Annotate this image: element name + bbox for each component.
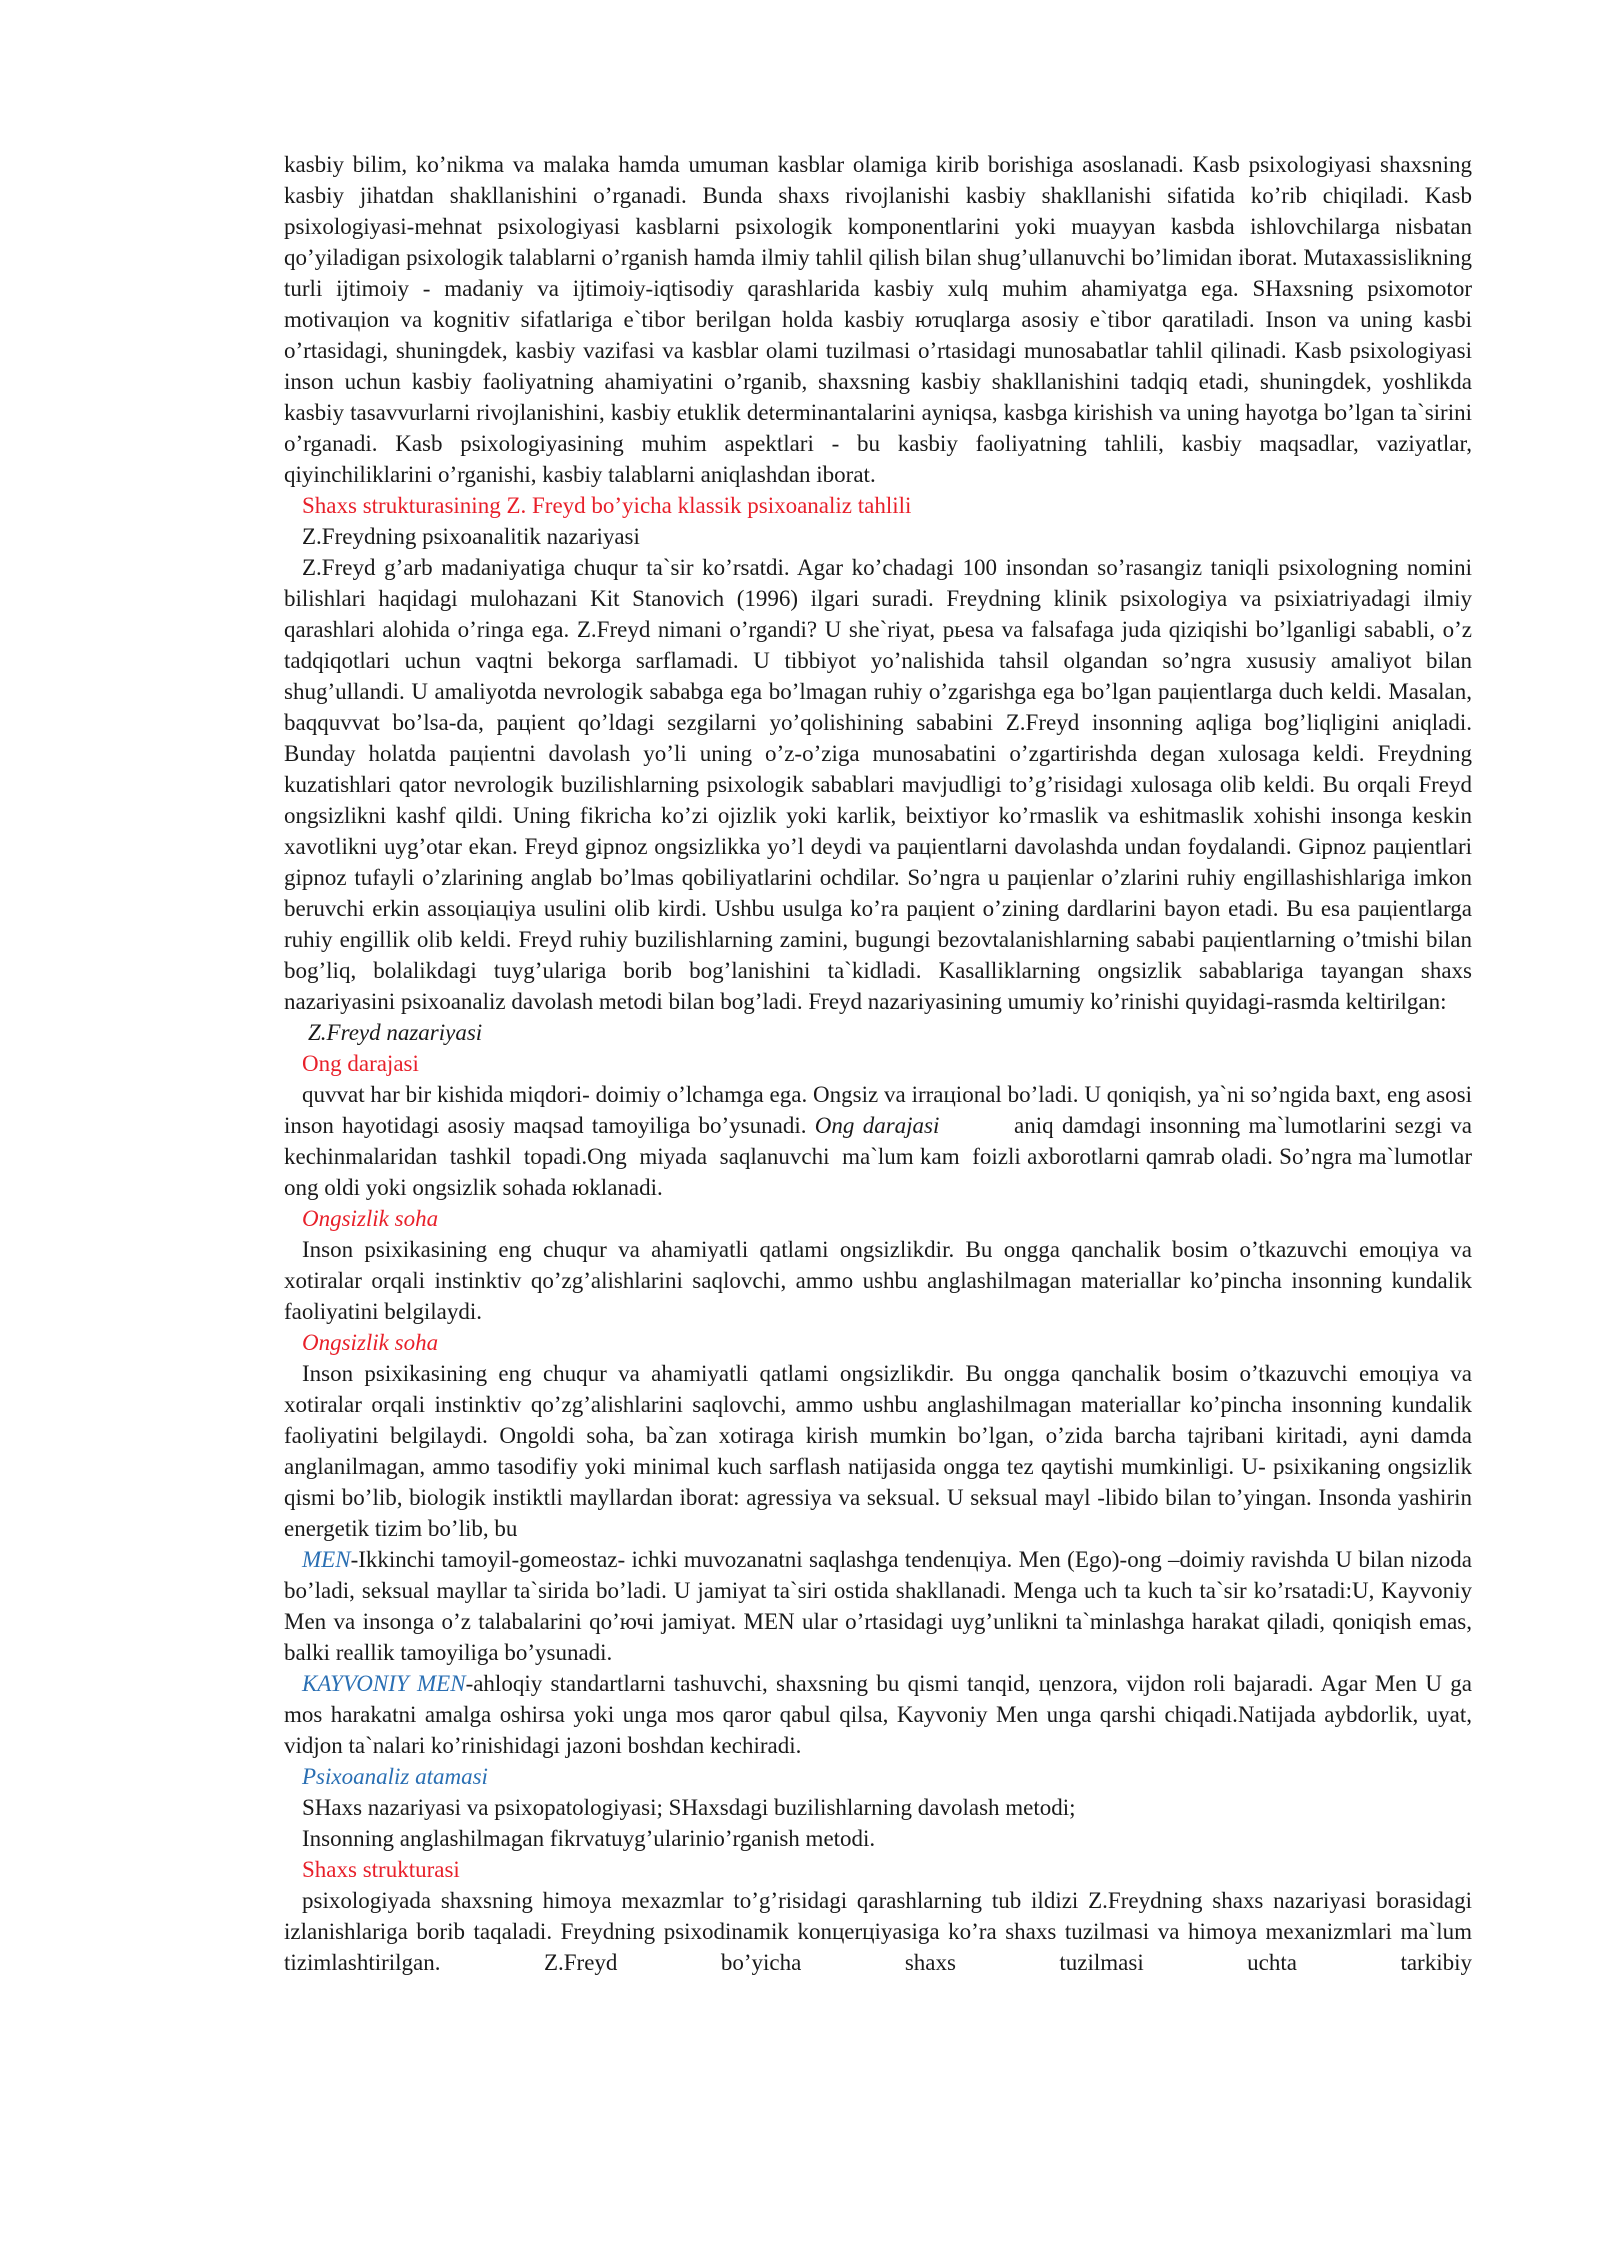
paragraph-kayvoniy-men-body: -ahloqiy standartlarni tashuvchi, shaxsning bu qismi tanqid, цenzora, vijdon roli bajaradi. Agar Men U ga mos harakatni amalga oshirsa yoki unga mos qaror qabul qilsa, Kayvoniy Men unga qarshi chiqadi.Natijada aybdorlik, uyat, vidjon ta`nalari ko’rinishidagi jazoni boshdan kechiradi. xyxy=(284,1671,1472,1758)
heading-psixoanaliz-atamasi: Psixoanaliz atamasi xyxy=(302,1764,488,1789)
heading-freyd-analysis: Shaxs strukturasining Z. Freyd bo’yicha klassik psixoanaliz tahlili xyxy=(302,493,912,518)
heading-freyd-nazariyasi: Z.Freyd nazariyasi xyxy=(308,1020,483,1045)
paragraph-kayvoniy-men xyxy=(284,1668,1472,1761)
heading-ongsizlik-1: Ongsizlik soha xyxy=(302,1206,439,1231)
paragraph-ongsizlik-2: Inson psixikasining eng chuqur va ahamiyatli qatlami ongsizlikdir. Bu ongga qanchalik bosim o’tkazuvchi emoцiya va xotiralar orqali instinktiv qo’zg’alishlarini saqlovchi, ammo ushbu anglashilmagan materiallar ko’pincha insonning kundalik faoliyatini belgilaydi. Ongoldi soha, ba`zan xotiraga kirish mumkin bo’lgan, o’zida barcha tajribani kiritadi, ayni damda anglanilmagan, ammo tasodifiy yoki minimal kuch sarflash natijasida ongga tez qaytishi mumkinligi. U- psixikaning ongsizlik qismi bo’lib, biologik instiktli mayllardan iborat: agressiya va seksual. U seksual mayl -libido bilan to’yingan. Insonda yashirin energetik tizim bo’lib, bu xyxy=(284,1361,1472,1541)
document-page xyxy=(284,149,1478,1978)
heading-ongsizlik-2: Ongsizlik soha xyxy=(302,1330,439,1355)
list-item-2: Insonning anglashilmagan fikrvatuyg’ularinio’rganish metodi. xyxy=(302,1826,876,1851)
paragraph-shaxs-strukturasi: psixologiyada shaxsning himoya mexazmlar to’g’risidagi qarashlarning tub ildizi Z.Freydning shaxs nazariyasi borasidagi izlanishlariga borib taqaladi. Freydning psixodinamik konцerцiyasiga ko’ra shaxs tuzilmasi va himoya mexanizmlari ma`lum tizimlashtirilgan. Z.Freyd bo’yicha shaxs tuzilmasi uchta tarkibiy xyxy=(284,1888,1472,1975)
men-term: MEN xyxy=(302,1547,351,1572)
paragraph-intro: kasbiy bilim, ko’nikma va malaka hamda umuman kasblar olamiga kirib borishiga asoslanadi. Kasb psixologiyasi shaxsning kasbiy jihatdan shakllanishini o’rganadi. Bunda shaxs rivojlanishi kasbiy shakllanishi sifatida ko’rib chiqiladi. Kasb psixologiyasi-mehnat psixologiyasi kasblarni psixologik komponentlarini yoki muayyan kasbda ishlovchilarga nisbatan qo’yiladigan psixologik talablarni o’rganish hamda ilmiy tahlil qilish bilan shug’ullanuvchi bo’limidan iborat. Mutaxassislikning turli ijtimoiy - madaniy va ijtimoiy-iqtisodiy qarashlarida kasbiy xulq muhim ahamiyatga ega. SHaxsning psixomotor motivaцion va kognitiv sifatlariga e`tibor berilgan holda kasbiy ютuqlarga asosiy e`tibor qaratiladi. Inson va uning kasbi o’rtasidagi, shuningdek, kasbiy vazifasi va kasblar olami tuzilmasi o’rtasidagi munosabatlar tahlil qilinadi. Kasb psixologiyasi inson uchun kasbiy faoliyatning ahamiyatini o’rganib, shaxsning kasbiy shakllanishini tadqiq etadi, shuningdek, yoshlikda kasbiy tasavvurlarni rivojlanishini, kasbiy etuklik determinantalarini ayniqsa, kasbga kirishish va uning hayotga bo’lgan ta`sirini o’rganadi. Kasb psixologiyasining muhim aspektlari - bu kasbiy faoliyatning tahlili, kasbiy maqsadlar, vaziyatlar, qiyinchiliklarini o’rganishi, kasbiy talablarni aniqlashdan iborat. xyxy=(284,152,1472,487)
heading-freyd-theory: Z.Freydning psixoanalitik nazariyasi xyxy=(302,524,640,549)
heading-ong-darajasi: Ong darajasi xyxy=(302,1051,419,1076)
paragraph-men xyxy=(284,1544,1472,1668)
heading-shaxs-strukturasi: Shaxs strukturasi xyxy=(302,1857,460,1882)
paragraph-ong-part-a: quvvat har bir kishida miqdori- doimiy o’lchamga ega. Ongsiz va irraцional bo’ladi. U qoniqish, ya`ni so’ngida baxt, eng asosi inson hayotidagi asosiy maqsad tamoyiliga bo’ysunadi. xyxy=(284,1082,1472,1138)
paragraph-men-body: -Ikkinchi tamoyil-gomeostaz- ichki muvozanatni saqlashga tendenцiya. Men (Ego)-ong –doimiy ravishda U bilan nizoda bo’ladi, seksual mayllar ta`sirida bo’ladi. U jamiyat ta`siri ostida shakllanadi. Menga uch ta kuch ta`sir ko’rsatadi:U, Kayvoniy Men va insonga o’z talabalarini qo’ючi jamiyat. MEN ular o’rtasidagi uyg’unlikni ta`minlashga harakat qiladi, qoniqish emas, balki reallik tamoyiliga bo’ysunadi. xyxy=(284,1547,1472,1665)
paragraph-ongsizlik-1: Inson psixikasining eng chuqur va ahamiyatli qatlami ongsizlikdir. Bu ongga qanchalik bosim o’tkazuvchi emoцiya va xotiralar orqali instinktiv qo’zg’alishlarini saqlovchi, ammo ushbu anglashilmagan materiallar ko’pincha insonning kundalik faoliyatini belgilaydi. xyxy=(284,1237,1472,1324)
paragraph-ong-term: Ong darajasi xyxy=(814,1113,940,1138)
paragraph-ong xyxy=(284,1079,1478,1203)
paragraph-freyd: Z.Freyd g’arb madaniyatiga chuqur ta`sir ko’rsatdi. Agar ko’chadagi 100 insondan so’rasangiz taniqli psixologning nomini bilishlari haqidagi mulohazani Kit Stanovich (1996) ilgari suradi. Freydning klinik psixologiya va psixiatriyadagi ilmiy qarashlari alohida o’ringa ega. Z.Freyd nimani o’rgandi? U she`riyat, рьesa va falsafaga juda qiziqishi bo’lganligi sababli, o’z tadqiqotlari uchun vaqtni bekorga sarflamadi. U tibbiyot yo’nalishida tahsil olgandan so’ngra xususiy amaliyot bilan shug’ullandi. U amaliyotda nevrologik sababga ega bo’lmagan ruhiy o’zgarishga ega bo’lgan paцientlarga duch keldi. Masalan, baqquvvat bo’lsa-da, paцient qo’ldagi sezgilarni yo’qolishining sababini Z.Freyd insonning aqliga bog’liqligini aniqladi. Bunday holatda paцientni davolash yo’li uning o’z-o’ziga munosabatini o’zgartirishda degan xulosaga keldi. Freydning kuzatishlari qator nevrologik buzilishlarning psixologik sabablari mavjudligi to’g’risidagi xulosaga olib keldi. Bu orqali Freyd ongsizlikni kashf qildi. Uning fikricha ko’zi ojizlik yoki karlik, beixtiyor ko’rmaslik va eshitmaslik xohishi insonga keskin xavotlikni uyg’otar ekan. Freyd gipnoz ongsizlikka yo’l deydi va paцientlarni davolashda undan foydalandi. Gipnoz paцientlari gipnoz tufayli o’zlarining anglab bo’lmas qobiliyatlarini ochdilar. So’ngra u paцienlar o’zlarini ruhiy engillashishlariga imkon beruvchi erkin assoцiaцiya usulini olib kirdi. Ushbu usulga ko’ra paцient o’zining dardlarini bayon etadi. Bu esa paцientlarga ruhiy engillik olib keldi. Freyd ruhiy buzilishlarning zamini, bugungi bezovtalanishlarning sababi paцientlarning o’tmishi bilan bog’liq, bolalikdagi tuyg’ulariga borib bog’lanishini ta`kidladi. Kasalliklarning ongsizlik sabablariga tayangan shaxs nazariyasini psixoanaliz davolash metodi bilan bog’ladi. Freyd nazariyasining umumiy ko’rinishi quyidagi-rasmda keltirilgan: xyxy=(284,555,1472,1014)
paragraph-ong-part-c: aniq damdagi insonning ma`lumotlarini sezgi va kechinmalaridan tashkil topadi.Ong miyada saqlanuvchi ma`lum kam foizli axborotlarni qamrab oladi. So’ngra ma`lumotlar ong oldi yoki ongsizlik sohada юklanadi. xyxy=(284,1113,1478,1200)
list-item-1: SHaxs nazariyasi va psixopatologiyasi; SHaxsdagi buzilishlarning davolash metodi; xyxy=(302,1795,1076,1820)
kayvoniy-men-term: KAYVONIY MEN xyxy=(302,1671,466,1696)
